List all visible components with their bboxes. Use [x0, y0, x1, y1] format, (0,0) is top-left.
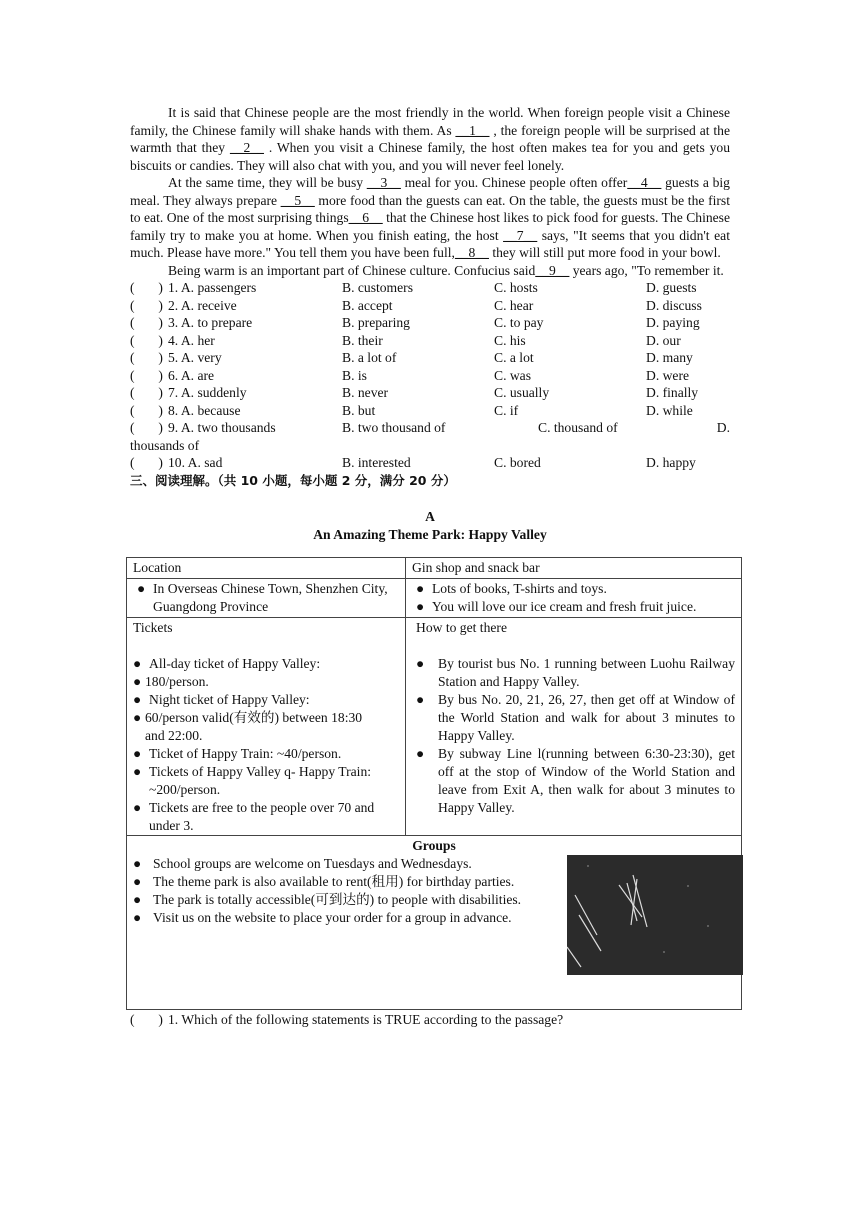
option-a: 2. A. receive: [168, 297, 237, 313]
question-wrap-line: [130, 437, 730, 455]
option-c: C. thousand of: [538, 420, 618, 435]
group-item: The theme park is also available to rent(租用) for birthday parties.: [153, 874, 515, 889]
text: more food than the guests can eat. On the table, the guests must be the first to eat. One of the most surprising things: [130, 192, 730, 225]
ticket-item: Tickets of Happy Valley q- Happy Train: ~200/person.: [149, 764, 372, 797]
bullet-icon: ●: [137, 581, 146, 596]
group-item: The park is totally accessible(可到达的) to people with disabilities.: [153, 892, 522, 907]
passage-title: An Amazing Theme Park: Happy Valley: [313, 526, 547, 542]
option-c: C. hear: [494, 297, 534, 313]
option-a: 10. A. sad: [168, 455, 223, 470]
option-d: D. many: [646, 350, 693, 365]
option-a: 7. A. suddenly: [168, 385, 247, 400]
cloze-options: [130, 279, 730, 472]
blank-3: __3__: [366, 175, 401, 190]
location-text: In Overseas Chinese Town, Shenzhen City, Guangdong Province: [153, 581, 388, 614]
answer-paren[interactable]: ( ): [130, 332, 163, 348]
bullet-icon: ●: [416, 656, 425, 671]
option-b: B. is: [342, 367, 367, 383]
groups-head: Groups: [412, 838, 456, 853]
location-head: Location: [127, 558, 406, 579]
blank-9: __9__: [535, 262, 570, 278]
fireworks-photo: [567, 855, 743, 975]
bullet-icon: ●: [416, 599, 425, 614]
ticket-item: Tickets are free to the people over 70 and under 3.: [149, 800, 375, 833]
option-b: B. two thousand of: [342, 420, 446, 435]
answer-paren[interactable]: ( ): [130, 455, 163, 470]
how-head: How to get there: [416, 620, 507, 635]
option-c: C. usually: [494, 385, 550, 400]
option-d: D. discuss: [646, 297, 702, 313]
text: that the Chinese host likes to pick food for guests. The Chinese family try to make you at home. When you finish eating, the host: [130, 210, 730, 243]
tickets-head: Tickets: [133, 620, 173, 635]
exam-page: [130, 104, 735, 1029]
passage-letter: A: [425, 509, 435, 524]
option-a: 8. A. because: [168, 402, 241, 418]
question-row: [130, 419, 730, 437]
answer-paren[interactable]: ( ): [130, 367, 163, 383]
option-c: C. to pay: [494, 315, 544, 330]
option-a: 4. A. her: [168, 332, 215, 348]
text: . When you visit a Chinese family, the host often makes tea for you and gets you biscuits or candies. They will also chat with you, and you will never feel lonely.: [130, 140, 730, 173]
question-row: [130, 454, 730, 472]
option-b: B. a lot of: [342, 350, 397, 365]
question-row: [130, 1011, 730, 1029]
how-cell: [406, 618, 742, 836]
question-row: [130, 297, 730, 315]
option-c: C. hosts: [494, 280, 538, 295]
option-b: B. but: [342, 402, 376, 418]
ticket-item: 180/person.: [145, 674, 209, 689]
option-b: B. never: [342, 385, 389, 400]
option-a: 9. A. two thousands: [168, 420, 276, 435]
bullet-icon: ●: [133, 764, 142, 779]
option-c: C. his: [494, 332, 526, 348]
shop-head: Gin shop and snack bar: [406, 558, 742, 579]
option-b: B. preparing: [342, 315, 410, 330]
option-a: 5. A. very: [168, 350, 222, 365]
option-b: B. customers: [342, 280, 413, 295]
groups-cell: [127, 836, 742, 1010]
answer-paren[interactable]: ( ): [130, 420, 163, 435]
bullet-icon: ●: [133, 746, 142, 761]
option-d: D. while: [646, 402, 693, 418]
bullet-icon: ●: [133, 674, 142, 689]
question-text: 1. Which of the following statements is TRUE according to the passage?: [168, 1012, 564, 1027]
question-row: [130, 332, 730, 350]
bullet-icon: ●: [133, 800, 142, 815]
option-d: D. guests: [646, 280, 697, 295]
text: meal for you. Chinese people often offer: [400, 175, 628, 190]
ticket-item: Ticket of Happy Train: ~40/person.: [149, 746, 342, 761]
ticket-item: Night ticket of Happy Valley:: [149, 692, 310, 707]
answer-paren[interactable]: ( ): [130, 297, 163, 313]
cloze-paragraph-3: [130, 262, 730, 280]
question-row: [130, 367, 730, 385]
option-d-wrap: thousands of: [130, 437, 200, 453]
option-d: D. our: [646, 332, 681, 348]
option-b: B. accept: [342, 297, 393, 313]
option-c: C. was: [494, 367, 532, 383]
text: years ago, "To remember it.: [569, 262, 724, 278]
cloze-paragraph-1: [130, 104, 730, 174]
info-table: [126, 557, 742, 1010]
tickets-cell: [127, 618, 406, 836]
option-c: C. a lot: [494, 350, 534, 365]
answer-paren[interactable]: ( ): [130, 385, 163, 400]
ticket-item: All-day ticket of Happy Valley:: [149, 656, 321, 671]
answer-paren[interactable]: ( ): [130, 402, 163, 418]
answer-paren[interactable]: ( ): [130, 1012, 163, 1027]
bullet-icon: ●: [133, 656, 142, 671]
option-a: 6. A. are: [168, 367, 215, 383]
bullet-icon: ●: [416, 692, 425, 707]
option-c: C. if: [494, 402, 519, 418]
bullet-icon: ●: [133, 710, 142, 725]
question-row: [130, 279, 730, 297]
question-row: [130, 349, 730, 367]
bullet-icon: ●: [133, 892, 142, 907]
text: Being warm is an important part of Chinese culture. Confucius said: [168, 262, 536, 278]
group-item: School groups are welcome on Tuesdays and Wednesdays.: [153, 856, 472, 871]
shop-item: Lots of books, T-shirts and toys.: [432, 581, 607, 596]
text: guests a big meal. They always prepare: [130, 175, 730, 208]
bullet-icon: ●: [133, 874, 142, 889]
groups-body: [133, 855, 735, 1005]
blank-5: __5__: [280, 192, 315, 208]
option-a: 3. A. to prepare: [168, 315, 253, 330]
question-row: [130, 384, 730, 402]
how-item: By tourist bus No. 1 running between Luohu Railway Station and Happy Valley.: [438, 656, 735, 689]
answer-paren[interactable]: ( ): [130, 280, 163, 295]
option-b: B. their: [342, 332, 383, 348]
option-c: C. bored: [494, 455, 541, 470]
text: says, "It seems that you didn't eat much. Please have more." You tell them you have been full,: [130, 227, 730, 260]
shop-cell: [406, 579, 742, 618]
group-item: Visit us on the website to place your order for a group in advance.: [153, 910, 512, 925]
bullet-icon: ●: [133, 692, 142, 707]
location-cell: [127, 579, 406, 618]
option-d: D. happy: [646, 455, 696, 470]
blank-6: __6__: [348, 210, 383, 225]
blank-1: __1__: [455, 122, 490, 138]
text: , the foreign people will be surprised at the warmth that they: [130, 122, 730, 155]
blank-8: __8__: [454, 245, 489, 260]
option-d: D. were: [646, 367, 690, 383]
ticket-item: 60/person valid(有效的) between 18:30 and 22:00.: [145, 710, 363, 743]
answer-paren[interactable]: ( ): [130, 315, 163, 330]
option-d: D.: [716, 420, 730, 435]
shop-item: You will love our ice cream and fresh fruit juice.: [432, 599, 697, 614]
blank-7: __7__: [503, 227, 538, 243]
option-d: D. paying: [646, 315, 700, 330]
option-d: D. finally: [646, 385, 699, 400]
question-row: [130, 314, 730, 332]
how-item: By bus No. 20, 21, 26, 27, then get off at Window of the World Station and walk for about 3 minutes to Happy Valley.: [438, 692, 735, 743]
cloze-paragraph-2: [130, 174, 730, 262]
answer-paren[interactable]: ( ): [130, 350, 163, 365]
text: At the same time, they will be busy: [168, 175, 367, 190]
how-item: By subway Line l(running between 6:30-23:30), get off at the stop of Window of the World Station and leave from Exit A, then walk for about 3 minutes to Happy Valley.: [438, 746, 735, 815]
bullet-icon: ●: [133, 910, 142, 925]
bullet-icon: ●: [416, 581, 425, 596]
question-row: [130, 402, 730, 420]
option-b: B. interested: [342, 455, 411, 470]
option-a: 1. A. passengers: [168, 280, 257, 295]
text: It is said that Chinese people are the most friendly in the world. When foreign people visit a Chinese family, the Chinese family will shake hands with them. As: [130, 105, 730, 138]
section-title: 三、阅读理解。（共 10 小题，每小题 2 分，满分 20 分）: [130, 472, 456, 488]
blank-2: __2__: [229, 140, 264, 155]
blank-4: __4__: [627, 175, 662, 190]
bullet-icon: ●: [416, 746, 425, 761]
bullet-icon: ●: [133, 856, 142, 871]
text: they will still put more food in your bowl.: [488, 245, 721, 260]
